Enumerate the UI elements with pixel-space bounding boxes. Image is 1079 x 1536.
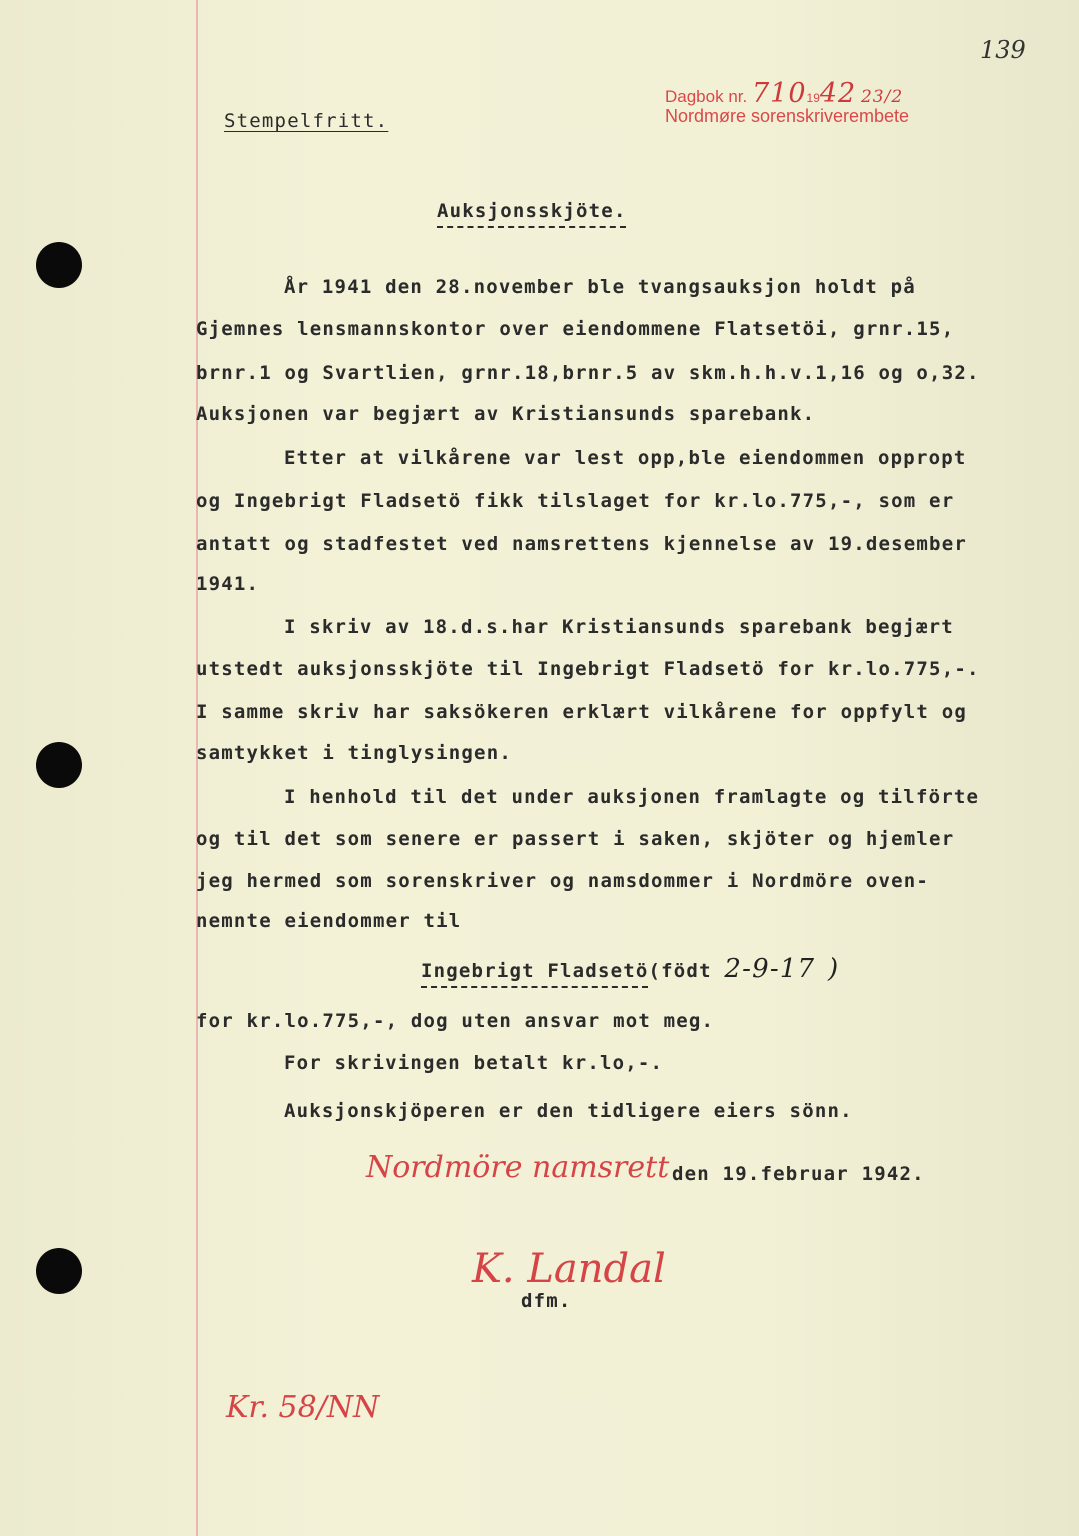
body-line: 1941. [196,573,260,595]
born-label: (födt [648,960,712,982]
body-line: Gjemnes lensmannskontor over eiendommene Flatsetöi, grnr.15, [196,318,955,340]
header-note: Stempelfritt. [224,110,389,132]
punch-hole [36,742,82,788]
body-line: og Ingebrigt Fladsetö fikk tilslaget for kr.lo.775,-, som er [196,490,955,512]
stamp-date-entry: 23/2 [860,87,904,107]
body-line: nemnte eiendommer til [196,910,462,932]
punch-hole [36,1248,82,1294]
date-line: den 19.februar 1942. [672,1163,925,1185]
body-line: Etter at vilkårene var lest opp,ble eiendommen oppropt [284,447,967,469]
body-line: I samme skriv har saksökeren erklært vilkårene for oppfylt og [196,701,967,723]
document-title: Auksjonsskjöte. [437,200,627,222]
birth-date: 2-9-17 [724,954,816,984]
stamp-prefix: Dagbok nr. [665,87,748,106]
margin-line [196,0,198,1536]
buyer-name: Ingebrigt Fladsetö [421,960,649,982]
body-line: samtykket i tinglysingen. [196,742,512,764]
body-line: I henhold til det under auksjonen framlagte og tilförte [284,786,980,808]
body-line: jeg hermed som sorenskriver og namsdommer i Nordmöre oven- [196,870,930,892]
footer-note: Kr. 58/NN [226,1390,380,1425]
page-number: 139 [980,36,1026,64]
signature-title: dfm. [521,1290,572,1312]
body-line: I skriv av 18.d.s.har Kristiansunds sparebank begjært [284,616,954,638]
body-line: antatt og stadfestet ved namsrettens kjennelse av 19.desember [196,533,967,555]
body-line: År 1941 den 28.november ble tvangsauksjon holdt på [284,276,916,298]
stamp-year-entry: 42 [819,78,857,109]
body-line: For skrivingen betalt kr.lo,-. [284,1052,664,1074]
journal-stamp [665,78,903,109]
place-handwritten: Nordmöre namsrett [366,1150,670,1185]
stamp-office: Nordmøre sorenskriverembete [665,106,910,126]
closing-paren: ) [827,954,840,984]
body-line: og til det som senere er passert i saken, skjöter og hjemler [196,828,955,850]
stamp-year-prefix: 19 [806,91,820,105]
signature: K. Landal [472,1246,666,1292]
stamp-entry: 710 [751,78,807,109]
punch-hole [36,242,82,288]
body-line: for kr.lo.775,-, dog uten ansvar mot meg. [196,1010,715,1032]
buyer-line [421,954,839,984]
body-line: Auksjonskjöperen er den tidligere eiers sönn. [284,1100,853,1122]
body-line: Auksjonen var begjært av Kristiansunds sparebank. [196,403,816,425]
body-line: utstedt auksjonsskjöte til Ingebrigt Fladsetö for kr.lo.775,-. [196,658,980,680]
body-line: brnr.1 og Svartlien, grnr.18,brnr.5 av skm.h.h.v.1,16 og o,32. [196,362,980,384]
